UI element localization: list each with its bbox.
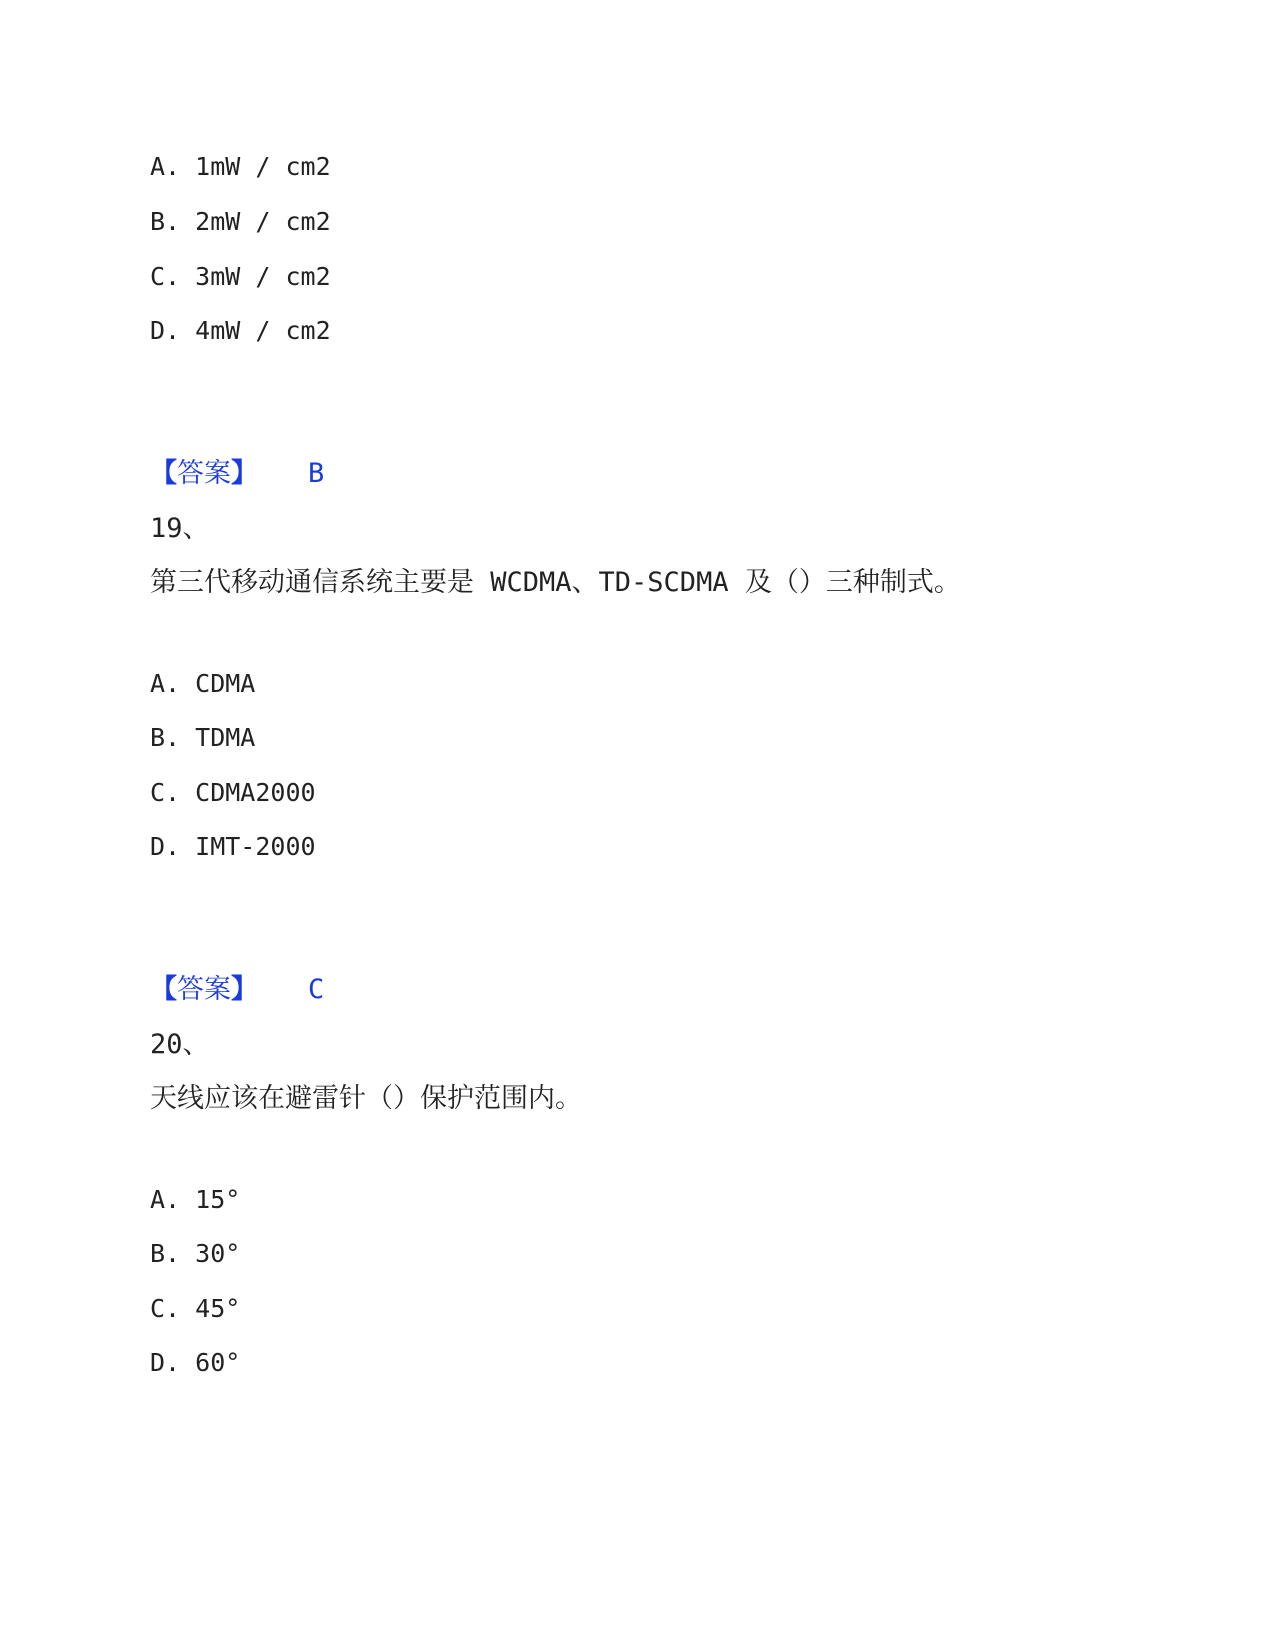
q18-option-a: A. 1mW / cm2 xyxy=(150,152,331,181)
q20-option-d: D. 60° xyxy=(150,1348,241,1377)
q19-option-d: D. IMT-2000 xyxy=(150,832,316,861)
q20-option-b: B. 30° xyxy=(150,1239,241,1268)
q20-option-a: A. 15° xyxy=(150,1185,241,1214)
q18-option-d: D. 4mW / cm2 xyxy=(150,316,331,345)
answer-open-bracket: 【 xyxy=(150,458,177,489)
q19-option-b: B. TDMA xyxy=(150,723,256,752)
answer-open-bracket: 【 xyxy=(150,974,177,1005)
answer-value: B xyxy=(308,458,325,489)
answer-close-bracket: 】 xyxy=(231,458,258,489)
q19-answer xyxy=(150,973,324,1007)
q19-option-c: C. CDMA2000 xyxy=(150,778,316,807)
q18-option-b: B. 2mW / cm2 xyxy=(150,207,331,236)
q19-option-a: A. CDMA xyxy=(150,669,256,698)
q18-answer xyxy=(150,457,324,491)
q18-option-c: C. 3mW / cm2 xyxy=(150,262,331,291)
answer-label: 答案 xyxy=(177,974,231,1005)
q19-stem: 第三代移动通信系统主要是 WCDMA、TD-SCDMA 及（）三种制式。 xyxy=(150,567,961,598)
answer-close-bracket: 】 xyxy=(231,974,258,1005)
answer-label: 答案 xyxy=(177,458,231,489)
q20-stem: 天线应该在避雷针（）保护范围内。 xyxy=(150,1083,582,1114)
q19-number: 19、 xyxy=(150,513,210,544)
q20-number: 20、 xyxy=(150,1029,210,1060)
q20-option-c: C. 45° xyxy=(150,1294,241,1323)
answer-value: C xyxy=(308,974,325,1005)
